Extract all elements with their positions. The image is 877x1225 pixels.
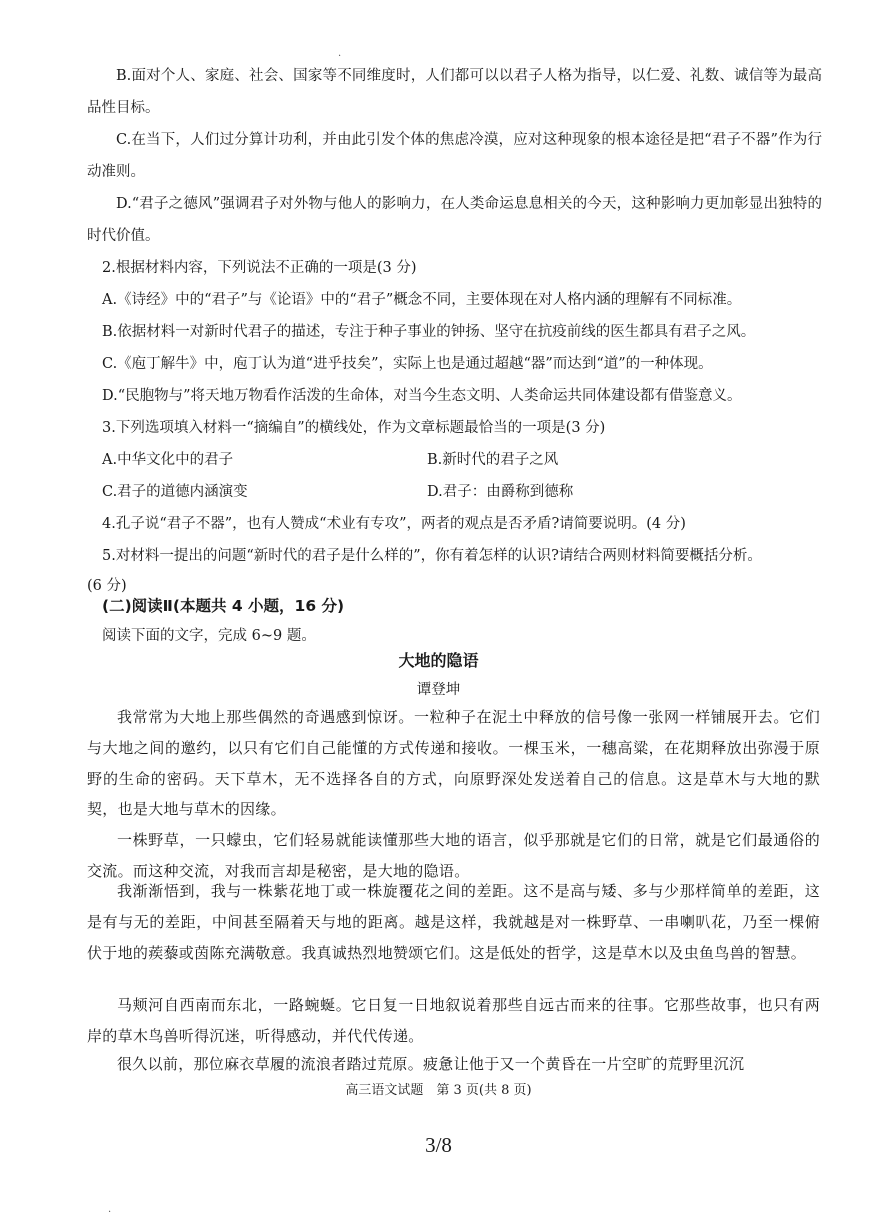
q1-option-c: C.在当下，人们过分算计功利，并由此引发个体的焦虑冷漠，应对这种现象的根本途径是把“君子不器”作为行动准则。 — [87, 132, 822, 180]
article-paragraph-5: 很久以前，那位麻衣草履的流浪者踏过荒原。疲惫让他于又一个黄昏在一片空旷的荒野里沉沉 — [117, 1055, 745, 1073]
q3-option-a: A.中华文化中的君子 — [102, 452, 234, 468]
q3-stem: 3.下列选项填入材料一“摘编自”的横线处，作为文章标题最恰当的一项是(3 分) — [102, 420, 606, 436]
q3-option-d: D.君子：由爵称到德称 — [427, 484, 574, 500]
article-paragraph-4: 马颊河自西南而东北，一路蜿蜒。它日复一日地叙说着那些自远古而来的往事。它那些故事，也只有两岸的草木鸟兽听得沉迷，听得感动，并代代传递。 — [87, 996, 820, 1045]
q1-option-d: D.“君子之德风”强调君子对外物与他人的影响力，在人类命运息息相关的今天，这种影响力更加彰显出独特的时代价值。 — [87, 196, 822, 244]
section-instruction: 阅读下面的文字，完成 6~9 题。 — [102, 628, 316, 644]
article-author: 谭登坤 — [416, 682, 461, 698]
article-title: 大地的隐语 — [398, 651, 479, 670]
q4: 4.孔子说“君子不器”，也有人赞成“术业有专攻”，两者的观点是否矛盾?请简要说明。(4 分) — [102, 516, 686, 532]
article-paragraph-3: 我渐渐悟到，我与一株紫花地丁或一株旋覆花之间的差距。这不是高与矮、多与少那样简单的差距，这是有与无的差距，中间甚至隔着天与地的距离。越是这样，我就越是对一株野草、一串喇叭花，乃至一棵俯伏于地的蒺藜或茵陈充满敬意。我真诚热烈地赞颂它们。这是低处的哲学，这是草木以及虫鱼鸟兽的智慧。 — [87, 882, 820, 962]
section-heading: (二)阅读Ⅱ(本题共 4 小题，16 分) — [102, 597, 345, 615]
article-paragraph-1: 我常常为大地上那些偶然的奇遇感到惊讶。一粒种子在泥土中释放的信号像一张网一样铺展开去。它们与大地之间的邀约，以只有它们自己能懂的方式传递和接收。一棵玉米，一穗高粱，在花期释放出弥漫于原野的生命的密码。天下草木，无不选择各自的方式，向原野深处发送着自己的信息。这是草木与大地的默契，也是大地与草木的因缘。 — [87, 708, 820, 819]
article-paragraph-2: 一株野草，一只蠓虫，它们轻易就能读懂那些大地的语言，似乎那就是它们的日常，就是它们最通俗的交流。而这种交流，对我而言却是秘密，是大地的隐语。 — [87, 831, 820, 880]
page-number: 3/8 — [425, 1133, 452, 1157]
q2-option-d: D.“民胞物与”将天地万物看作活泼的生命体，对当今生态文明、人类命运共同体建设都有借鉴意义。 — [102, 388, 742, 404]
scan-mark-bottom: . — [108, 1204, 112, 1215]
q2-option-a: A.《诗经》中的“君子”与《论语》中的“君子”概念不同，主要体现在对人格内涵的理解有不同标准。 — [102, 292, 742, 308]
scan-mark: . — [338, 48, 342, 59]
q3-option-b: B.新时代的君子之风 — [427, 452, 559, 468]
q2-option-b: B.依据材料一对新时代君子的描述，专注于种子事业的钟扬、坚守在抗疫前线的医生都具有君子之风。 — [102, 324, 756, 340]
q1-option-b: B.面对个人、家庭、社会、国家等不同维度时，人们都可以以君子人格为指导，以仁爱、礼数、诚信等为最高品性目标。 — [87, 68, 822, 116]
q2-option-c: C.《庖丁解牛》中，庖丁认为道“进乎技矣”，实际上也是通过超越“器”而达到“道”的一种体现。 — [102, 356, 713, 372]
q3-option-c: C.君子的道德内涵演变 — [102, 484, 248, 500]
q2-stem: 2.根据材料内容，下列说法不正确的一项是(3 分) — [102, 260, 417, 276]
q5: 5.对材料一提出的问题“新时代的君子是什么样的”，你有着怎样的认识?请结合两则材料简要概括分析。 — [102, 548, 762, 564]
q5-score: (6 分) — [87, 578, 127, 594]
page-footer: 高三语文试题 第 3 页(共 8 页) — [345, 1083, 532, 1098]
